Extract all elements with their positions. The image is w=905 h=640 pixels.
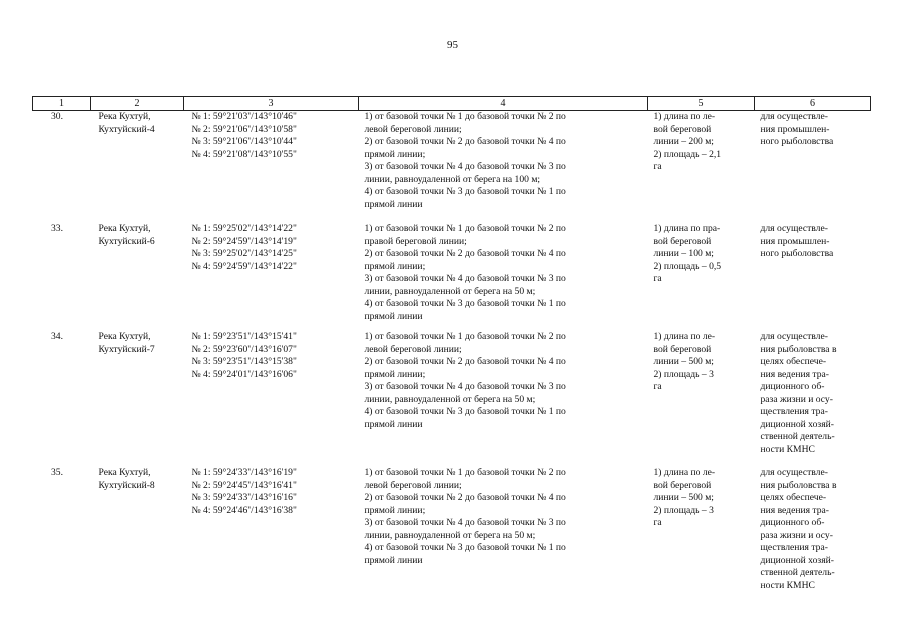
purpose-line: для осуществле- (760, 467, 828, 478)
description-line: 3) от базовой точки № 4 до базовой точки № 3 по (364, 381, 566, 392)
site-name-line: Кухтуйский-7 (98, 343, 155, 355)
purpose-line: ния ведения тра- (760, 368, 829, 380)
purpose-line: ния рыболовства в (760, 479, 837, 491)
purpose-line: раза жизни и осу- (760, 393, 833, 405)
site-name-line: Кухтуйский-6 (98, 235, 155, 247)
table-row (33, 467, 871, 595)
purpose-line: ного рыболовства (760, 248, 834, 259)
purpose-line: для осуществле- (760, 111, 828, 122)
purpose-line: целях обеспече- (760, 492, 827, 503)
header-row (33, 97, 871, 111)
header-col-4: 4 (359, 97, 648, 111)
description-line: 2) от базовой точки № 2 до базовой точки № 4 по (364, 492, 566, 503)
site-parameters (648, 223, 755, 331)
site-parameters (648, 467, 755, 595)
description-line: прямой линии; (364, 148, 426, 160)
parameter-line: вой береговой (653, 479, 712, 491)
description-line: 2) от базовой точки № 2 до базовой точки № 4 по (364, 248, 566, 259)
purpose-line: ности КМНС (760, 443, 815, 455)
site-purpose (755, 223, 871, 331)
purpose-line: ния ведения тра- (760, 504, 829, 516)
site-purpose (755, 111, 871, 224)
description-line: прямой линии (364, 198, 423, 210)
description-line: прямой линии; (364, 260, 426, 272)
description-line: 1) от базовой точки № 1 до базовой точки № 2 по (364, 223, 566, 234)
table-row (33, 331, 871, 467)
coordinate-line: № 2: 59°24'45"/143°16'41" (191, 479, 297, 491)
parameter-line: га (653, 273, 662, 284)
parameter-line: линии – 100 м; (653, 248, 714, 259)
row-number: 35. (51, 467, 63, 478)
parameter-line: 2) площадь – 0,5 (653, 260, 722, 272)
description-line: левой береговой линии; (364, 343, 462, 355)
coordinate-line: № 4: 59°21'08"/143°10'55" (191, 148, 297, 160)
description-line: 2) от базовой точки № 2 до базовой точки № 4 по (364, 136, 566, 147)
coordinate-line: № 1: 59°25'02"/143°14'22" (191, 223, 297, 234)
page-number: 95 (447, 39, 458, 51)
table-row (33, 111, 871, 224)
description-line: 3) от базовой точки № 4 до базовой точки № 3 по (364, 161, 566, 172)
purpose-line: ния промышлен- (760, 123, 830, 135)
purpose-line: ственной деятель- (760, 431, 835, 442)
site-purpose (755, 331, 871, 467)
purpose-line: ществления тра- (760, 406, 828, 417)
parameter-line: 1) длина по ле- (653, 111, 716, 122)
site-name (91, 467, 184, 595)
purpose-line: диционного об- (760, 381, 825, 392)
site-name-line: Река Кухтуй, (98, 331, 151, 342)
description-line: 4) от базовой точки № 3 до базовой точки № 1 по (364, 298, 566, 309)
purpose-line: ществления тра- (760, 542, 828, 553)
coordinate-line: № 4: 59°24'01"/143°16'06" (191, 368, 297, 380)
purpose-line: ственной деятель- (760, 567, 835, 578)
description-line: 2) от базовой точки № 2 до базовой точки № 4 по (364, 356, 566, 367)
purpose-line: диционной хозяй- (760, 554, 834, 566)
purpose-line: диционной хозяй- (760, 418, 834, 430)
description-line: 3) от базовой точки № 4 до базовой точки № 3 по (364, 273, 566, 284)
coordinate-line: № 2: 59°24'59"/143°14'19" (191, 235, 297, 247)
description-line: 1) от базовой точки № 1 до базовой точки № 2 по (364, 111, 566, 122)
parameter-line: линии – 200 м; (653, 136, 714, 147)
purpose-line: целях обеспече- (760, 356, 827, 367)
description-line: 4) от базовой точки № 3 до базовой точки № 1 по (364, 186, 566, 197)
parameter-line: линии – 500 м; (653, 492, 714, 503)
parameter-line: га (653, 381, 662, 392)
coordinate-line: № 3: 59°21'06"/143°10'44" (191, 136, 297, 147)
site-name (91, 111, 184, 224)
description-line: прямой линии; (364, 368, 426, 380)
row-number: 30. (51, 111, 63, 122)
site-name (91, 331, 184, 467)
description-line: левой береговой линии; (364, 123, 462, 135)
parameter-line: вой береговой (653, 235, 712, 247)
purpose-line: ния рыболовства в (760, 343, 837, 355)
description-line: прямой линии (364, 310, 423, 322)
site-parameters (648, 111, 755, 224)
site-name-line: Кухтуйский-4 (98, 123, 155, 135)
purpose-line: ния промышлен- (760, 235, 830, 247)
parameter-line: 1) длина по ле- (653, 467, 716, 478)
coordinate-line: № 3: 59°25'02"/143°14'25" (191, 248, 297, 259)
site-name-line: Река Кухтуй, (98, 223, 151, 234)
coordinates (184, 223, 359, 331)
purpose-line: ности КМНС (760, 579, 815, 591)
row-number: 33. (51, 223, 63, 234)
boundary-description (359, 467, 648, 595)
parameter-line: 2) площадь – 2,1 (653, 148, 722, 160)
coordinate-line: № 1: 59°24'33"/143°16'19" (191, 467, 297, 478)
description-line: линии, равноудаленной от берега на 50 м; (364, 529, 536, 541)
site-purpose (755, 467, 871, 595)
purpose-line: ного рыболовства (760, 136, 834, 147)
parameter-line: га (653, 517, 662, 528)
coordinate-line: № 2: 59°21'06"/143°10'58" (191, 123, 297, 135)
coordinate-line: № 3: 59°24'33"/143°16'16" (191, 492, 297, 503)
description-line: 4) от базовой точки № 3 до базовой точки № 1 по (364, 542, 566, 553)
description-line: линии, равноудаленной от берега на 100 м; (364, 173, 541, 185)
description-line: правой береговой линии; (364, 235, 467, 247)
header-col-2: 2 (91, 97, 184, 111)
table-row (33, 223, 871, 331)
coordinate-line: № 4: 59°24'46"/143°16'38" (191, 504, 297, 516)
header-col-5: 5 (648, 97, 755, 111)
purpose-line: для осуществле- (760, 331, 828, 342)
description-line: линии, равноудаленной от берега на 50 м; (364, 285, 536, 297)
boundary-description (359, 331, 648, 467)
coordinate-line: № 4: 59°24'59"/143°14'22" (191, 260, 297, 272)
parameter-line: вой береговой (653, 343, 712, 355)
fishing-sites-table (32, 96, 871, 595)
description-line: прямой линии (364, 554, 423, 566)
description-line: 1) от базовой точки № 1 до базовой точки № 2 по (364, 331, 566, 342)
description-line: 4) от базовой точки № 3 до базовой точки № 1 по (364, 406, 566, 417)
header-col-3: 3 (184, 97, 359, 111)
coordinate-line: № 1: 59°21'03"/143°10'46" (191, 111, 297, 122)
parameter-line: 1) длина по ле- (653, 331, 716, 342)
parameter-line: 1) длина по пра- (653, 223, 721, 234)
description-line: левой береговой линии; (364, 479, 462, 491)
coordinate-line: № 2: 59°23'60"/143°16'07" (191, 343, 297, 355)
coordinates (184, 111, 359, 224)
parameter-line: 2) площадь – 3 (653, 504, 714, 516)
parameter-line: вой береговой (653, 123, 712, 135)
boundary-description (359, 111, 648, 224)
coordinate-line: № 3: 59°23'51"/143°15'38" (191, 356, 297, 367)
site-name-line: Река Кухтуй, (98, 467, 151, 478)
coordinates (184, 331, 359, 467)
site-parameters (648, 331, 755, 467)
description-line: 1) от базовой точки № 1 до базовой точки № 2 по (364, 467, 566, 478)
boundary-description (359, 223, 648, 331)
purpose-line: диционного об- (760, 517, 825, 528)
purpose-line: для осуществле- (760, 223, 828, 234)
header-col-6: 6 (755, 97, 871, 111)
parameter-line: линии – 500 м; (653, 356, 714, 367)
description-line: прямой линии; (364, 504, 426, 516)
purpose-line: раза жизни и осу- (760, 529, 833, 541)
parameter-line: га (653, 161, 662, 172)
description-line: 3) от базовой точки № 4 до базовой точки № 3 по (364, 517, 566, 528)
site-name-line: Кухтуйский-8 (98, 479, 155, 491)
description-line: линии, равноудаленной от берега на 50 м; (364, 393, 536, 405)
coordinate-line: № 1: 59°23'51"/143°15'41" (191, 331, 297, 342)
row-number: 34. (51, 331, 63, 342)
site-name (91, 223, 184, 331)
coordinates (184, 467, 359, 595)
description-line: прямой линии (364, 418, 423, 430)
header-col-1: 1 (33, 97, 91, 111)
parameter-line: 2) площадь – 3 (653, 368, 714, 380)
site-name-line: Река Кухтуй, (98, 111, 151, 122)
